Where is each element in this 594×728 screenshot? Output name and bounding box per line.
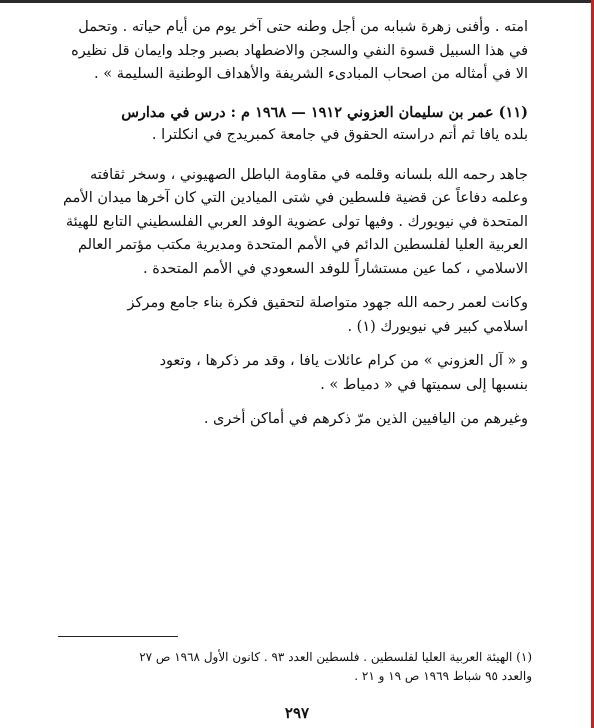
- paragraph-biography-heading: [58, 101, 528, 148]
- text-line: العربية العليا لفلسطين الدائم في الأمم المتحدة ومديرية مكتب مؤتمر العالم: [77, 237, 528, 253]
- paragraph-mosque-project: [58, 292, 528, 339]
- text-line: امته . وأفنى زهرة شبابه من أجل وطنه حتى آخر يوم من أيام حياته . وتحمل: [78, 19, 528, 35]
- text-line-heading: (١١) عمر بن سليمان العزوني ١٩١٢ — ١٩٦٨ م : درس في مدارس: [121, 103, 528, 121]
- paragraph-intro: [58, 16, 528, 87]
- text-line: بلده يافا ثم أتم دراسته الحقوق في جامعة كمبريدج في انكلترا .: [151, 127, 528, 143]
- footnote-line: والعدد ٩٥ شباط ١٩٦٩ ص ١٩ و ٢١ .: [354, 669, 532, 683]
- text-line: المتحدة في نيويورك . وفيها تولى عضوية الوفد العربي الفلسطيني التابع للهيئة: [65, 213, 528, 230]
- paragraph-family: [58, 350, 528, 397]
- text-line: وغيرهم من اليافيين الذين مرّ ذكرهم في أماكن أخرى .: [203, 411, 528, 427]
- footnote-line: (١) الهيئة العربية العليا لفلسطين . فلسطين العدد ٩٣ . كانون الأول ١٩٦٨ ص ٢٧: [139, 650, 532, 664]
- text-line: وكانت لعمر رحمه الله جهود متواصلة لتحقيق فكرة بناء جامع ومركز: [127, 295, 528, 311]
- footnotes: [52, 648, 532, 686]
- paragraph-others: [58, 408, 528, 432]
- footnote-divider: [58, 636, 178, 637]
- text-line: و « آل العزوني » من كرام عائلات يافا ، وقد مر ذكرها ، وتعود: [159, 353, 528, 369]
- text-line: بنسبها إلى سميتها في « دمياط » .: [320, 376, 528, 393]
- text-line: في هذا السبيل قسوة النفي والسجن والاضطهاد بصبر وجلد وايمان قل نظيره: [71, 42, 528, 59]
- text-line: الا في أمثاله من اصحاب المبادىء الشريفة والأهداف الوطنية السليمة » .: [94, 66, 528, 82]
- document-page: [58, 16, 528, 443]
- paragraph-struggle: [58, 164, 528, 282]
- page-number: ٢٩٧: [284, 704, 310, 722]
- text-line: اسلامي كبير في نيويورك (١) .: [347, 318, 528, 335]
- text-line: جاهد رحمه الله بلسانه وقلمه في مقاومة الباطل الصهيوني ، وسخر ثقافته: [90, 166, 528, 183]
- text-line: الاسلامي ، كما عين مستشاراً للوفد السعودي في الأمم المتحدة .: [143, 260, 528, 277]
- text-line: وعلمه دفاعاً عن قضية فلسطين في شتى الميادين التي كان آخرها ميدان الأمم: [63, 190, 528, 206]
- window-top-border: [0, 0, 594, 3]
